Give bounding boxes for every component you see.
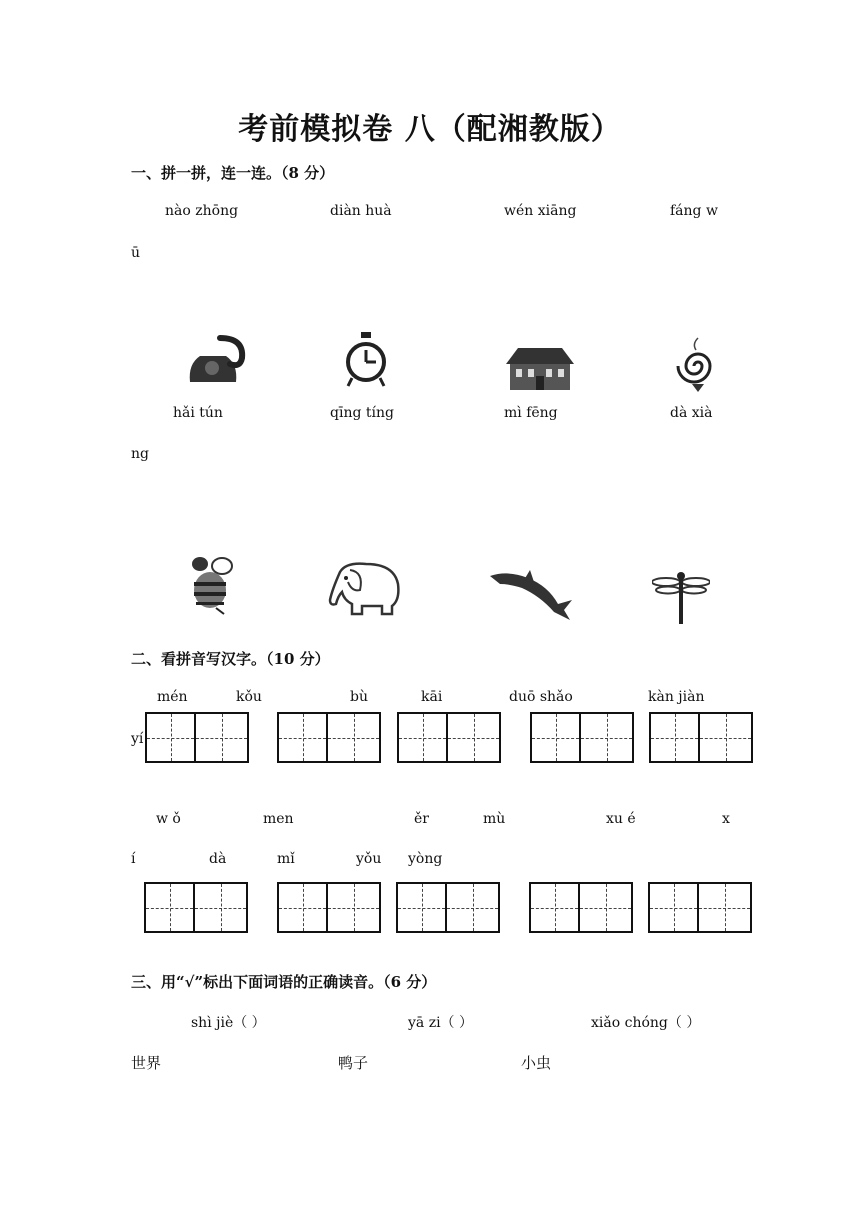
pinyin-label: diàn huà xyxy=(330,203,392,219)
writing-cell[interactable] xyxy=(328,712,381,763)
page-title: 考前模拟卷 八（配湘教版） xyxy=(238,112,622,147)
pinyin-label: wén xiāng xyxy=(504,203,577,219)
pinyin-label: dà xià xyxy=(670,405,713,421)
writing-cell[interactable] xyxy=(328,882,381,933)
pinyin-label: kāi xyxy=(421,689,443,705)
house-picture xyxy=(504,342,576,392)
pinyin-label: kàn jiàn xyxy=(648,689,705,705)
writing-grid[interactable] xyxy=(144,882,248,933)
pinyin-label: í xyxy=(131,851,136,867)
pinyin-label: dà xyxy=(209,851,227,867)
pinyin-label: ěr xyxy=(414,811,429,827)
writing-cell[interactable] xyxy=(196,712,249,763)
writing-cell[interactable] xyxy=(447,882,500,933)
writing-cell[interactable] xyxy=(448,712,501,763)
pinyin-label: mù xyxy=(483,811,506,827)
writing-cell[interactable] xyxy=(529,882,580,933)
pinyin-label: mǐ xyxy=(277,851,295,867)
writing-cell[interactable] xyxy=(195,882,248,933)
writing-cell[interactable] xyxy=(277,882,328,933)
word-label: 小虫 xyxy=(521,1054,552,1072)
pinyin-wrap: yí xyxy=(131,731,144,747)
writing-cell[interactable] xyxy=(649,712,700,763)
writing-cell[interactable] xyxy=(580,882,633,933)
section-3-heading: 三、用“√”标出下面词语的正确读音。（6 分） xyxy=(131,973,437,991)
writing-grid[interactable] xyxy=(396,882,500,933)
writing-cell[interactable] xyxy=(145,712,196,763)
pinyin-label: duō shǎo xyxy=(509,689,573,705)
pinyin-label: mì fēng xyxy=(504,405,558,421)
writing-cell[interactable] xyxy=(397,712,448,763)
writing-grid[interactable] xyxy=(648,882,752,933)
pinyin-label: fáng w xyxy=(670,203,718,219)
pinyin-wrap: ng xyxy=(131,446,149,462)
pinyin-label: kǒu xyxy=(236,689,262,705)
writing-cell[interactable] xyxy=(648,882,699,933)
dragonfly-picture xyxy=(652,570,710,626)
pinyin-label: bù xyxy=(350,689,368,705)
pinyin-label: yǒu xyxy=(356,851,382,867)
writing-grid[interactable] xyxy=(529,882,633,933)
writing-grid[interactable] xyxy=(649,712,753,763)
pinyin-label: nào zhōng xyxy=(165,203,239,219)
pinyin-label: qīng tíng xyxy=(330,405,394,421)
pinyin-label: xu é xyxy=(606,811,636,827)
writing-cell[interactable] xyxy=(144,882,195,933)
dolphin-picture xyxy=(488,566,576,622)
pinyin-choice[interactable]: shì jiè（ ） xyxy=(191,1015,266,1031)
pinyin-label: men xyxy=(263,811,294,827)
pinyin-label: x xyxy=(722,811,730,827)
pinyin-label: yòng xyxy=(408,851,443,867)
section-2-heading: 二、看拼音写汉字。（10 分） xyxy=(131,650,330,668)
bee-picture xyxy=(184,554,240,616)
mosquito-coil-picture xyxy=(670,336,726,394)
writing-grid[interactable] xyxy=(530,712,634,763)
writing-grid[interactable] xyxy=(145,712,249,763)
writing-cell[interactable] xyxy=(277,712,328,763)
pinyin-label: w ǒ xyxy=(156,811,181,827)
pinyin-wrap: ū xyxy=(131,245,141,261)
writing-cell[interactable] xyxy=(581,712,634,763)
writing-cell[interactable] xyxy=(700,712,753,763)
pinyin-label: hǎi tún xyxy=(173,405,223,421)
section-1-heading: 一、拼一拼，连一连。（8 分） xyxy=(131,164,335,182)
word-label: 鸭子 xyxy=(338,1054,369,1072)
word-label: 世界 xyxy=(131,1054,162,1072)
writing-grid[interactable] xyxy=(277,882,381,933)
writing-cell[interactable] xyxy=(396,882,447,933)
writing-cell[interactable] xyxy=(530,712,581,763)
telephone-picture xyxy=(186,334,248,386)
pinyin-choice[interactable]: xiǎo chóng（ ） xyxy=(591,1015,701,1031)
writing-grid[interactable] xyxy=(277,712,381,763)
pinyin-label: mén xyxy=(157,689,188,705)
writing-cell[interactable] xyxy=(699,882,752,933)
alarm-clock-picture xyxy=(344,330,388,388)
elephant-picture xyxy=(326,560,404,616)
writing-grid[interactable] xyxy=(397,712,501,763)
pinyin-choice[interactable]: yā zi（ ） xyxy=(408,1015,474,1031)
